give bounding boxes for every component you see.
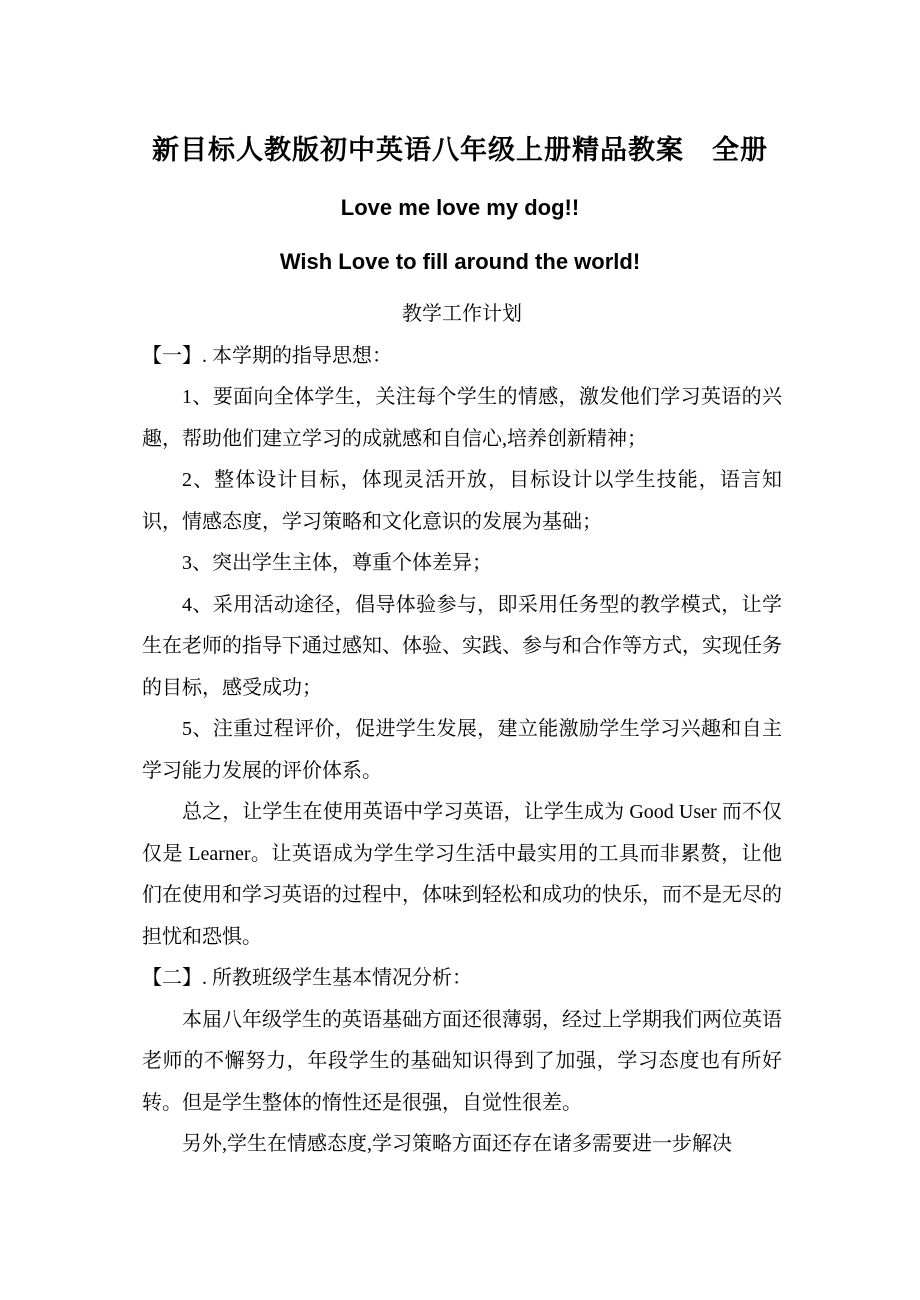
section-heading-1: 【一】. 本学期的指导思想： <box>142 344 392 367</box>
document-body <box>142 294 782 1166</box>
paragraph: 4、采用活动途径，倡导体验参与，即采用任务型的教学模式，让学生在老师的指导下通过感知、体验、实践、参与和合作等方式，实现任务的目标，感受成功； <box>142 593 782 699</box>
paragraph: 2、整体设计目标，体现灵活开放，目标设计以学生技能，语言知识，情感态度，学习策略和文化意识的发展为基础； <box>142 469 782 533</box>
paragraph: 1、要面向全体学生，关注每个学生的情感，激发他们学习英语的兴趣，帮助他们建立学习的成就感和自信心,培养创新精神； <box>142 386 782 450</box>
paragraph: 总之，让学生在使用英语中学习英语，让学生成为 Good User 而不仅仅是 Learner。让英语成为学生学习生活中最实用的工具而非累赘，让他们在使用和学习英语的过程中，体味到轻松和成功的快乐，而不是无尽的担忧和恐惧。 <box>142 801 782 948</box>
document-title-main: 新目标人教版初中英语八年级上册精品教案 <box>152 135 684 166</box>
paragraph: 本届八年级学生的英语基础方面还很薄弱，经过上学期我们两位英语老师的不懈努力，年段学生的基础知识得到了加强，学习态度也有所好转。但是学生整体的惰性还是很强，自觉性很差。 <box>142 1008 782 1114</box>
document-title <box>0 132 920 170</box>
subtitle-2: Wish Love to fill around the world! <box>279 249 641 274</box>
plan-heading: 教学工作计划 <box>402 303 522 325</box>
document-title-suffix: 全册 <box>712 135 768 166</box>
paragraph: 5、注重过程评价，促进学生发展，建立能激励学生学习兴趣和自主学习能力发展的评价体系。 <box>142 718 782 782</box>
paragraph: 3、突出学生主体，尊重个体差异； <box>182 552 492 574</box>
section-heading-2: 【二】. 所教班级学生基本情况分析： <box>142 967 472 989</box>
paragraph: 另外,学生在情感态度,学习策略方面还存在诸多需要进一步解决 <box>182 1133 732 1155</box>
subtitle-1: Love me love my dog!! <box>340 195 580 220</box>
